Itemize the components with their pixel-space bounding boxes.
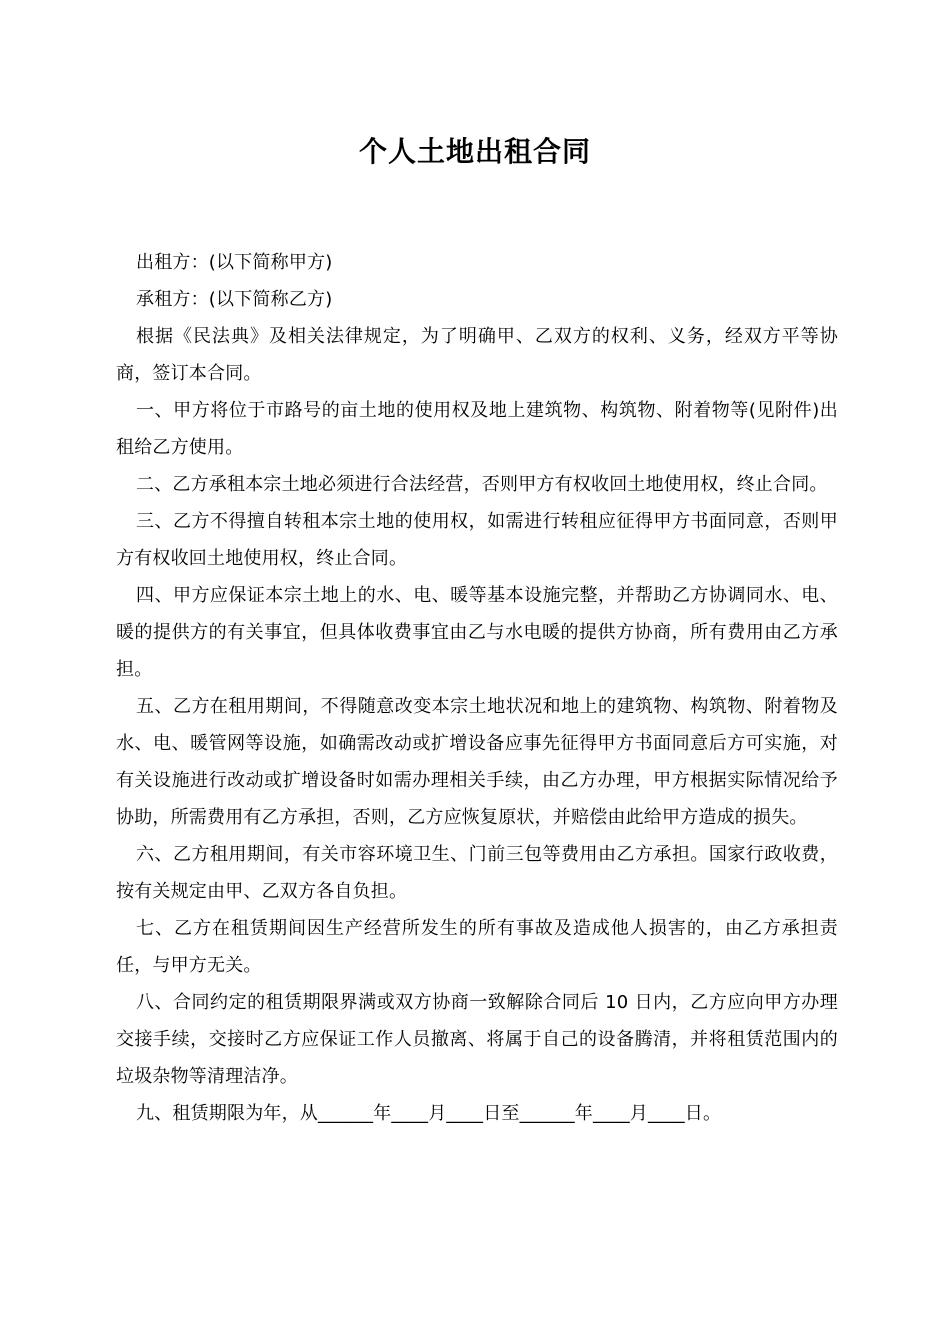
clause-4: 四、甲方应保证本宗土地上的水、电、暖等基本设施完整，并帮助乙方协调同水、电、暖的提供方的有关事宜，但具体收费事宜由乙与水电暖的提供方协商，所有费用由乙方承担。 (116, 585, 838, 680)
preamble-paragraph: 根据《民法典》及相关法律规定，为了明确甲、乙双方的权利、义务，经双方平等协商，签订本合同。 (116, 326, 838, 384)
clause-9: 九、租赁期限为年，从______年____月____日至______年____月____日。 (136, 1103, 722, 1124)
lessor-line: 出租方：(以下简称甲方) (136, 252, 333, 273)
clause-3: 三、乙方不得擅自转租本宗土地的使用权，如需进行转租应征得甲方书面同意，否则甲方有权收回土地使用权，终止合同。 (116, 511, 838, 569)
clause-8: 八、合同约定的租赁期限界满或双方协商一致解除合同后 10 日内，乙方应向甲方办理交接手续，交接时乙方应保证工作人员撤离、将属于自己的设备腾清，并将租赁范围内的垃圾杂物等清理洁净。 (116, 992, 838, 1087)
clause-6: 六、乙方租用期间，有关市容环境卫生、门前三包等费用由乙方承担。国家行政收费，按有关规定由甲、乙双方各自负担。 (116, 844, 838, 902)
clause-2: 二、乙方承租本宗土地必须进行合法经营，否则甲方有权收回土地使用权，终止合同。 (136, 474, 828, 495)
clause-5: 五、乙方在租用期间，不得随意改变本宗土地状况和地上的建筑物、构筑物、附着物及水、电、暖管网等设施，如确需改动或扩增设备应事先征得甲方书面同意后方可实施，对有关设施进行改动或扩增设备时如需办理相关手续，由乙方办理，甲方根据实际情况给予协助，所需费用有乙方承担，否则，乙方应恢复原状，并赔偿由此给甲方造成的损失。 (116, 696, 838, 828)
document-title: 个人土地出租合同 (358, 135, 591, 168)
clause-1: 一、甲方将位于市路号的亩土地的使用权及地上建筑物、构筑物、附着物等(见附件)出租给乙方使用。 (116, 400, 838, 458)
clause-7: 七、乙方在租赁期间因生产经营所发生的所有事故及造成他人损害的，由乙方承担责任，与甲方无关。 (116, 918, 838, 976)
document-body (116, 244, 838, 1132)
lessee-line: 承租方：(以下简称乙方) (136, 289, 333, 310)
